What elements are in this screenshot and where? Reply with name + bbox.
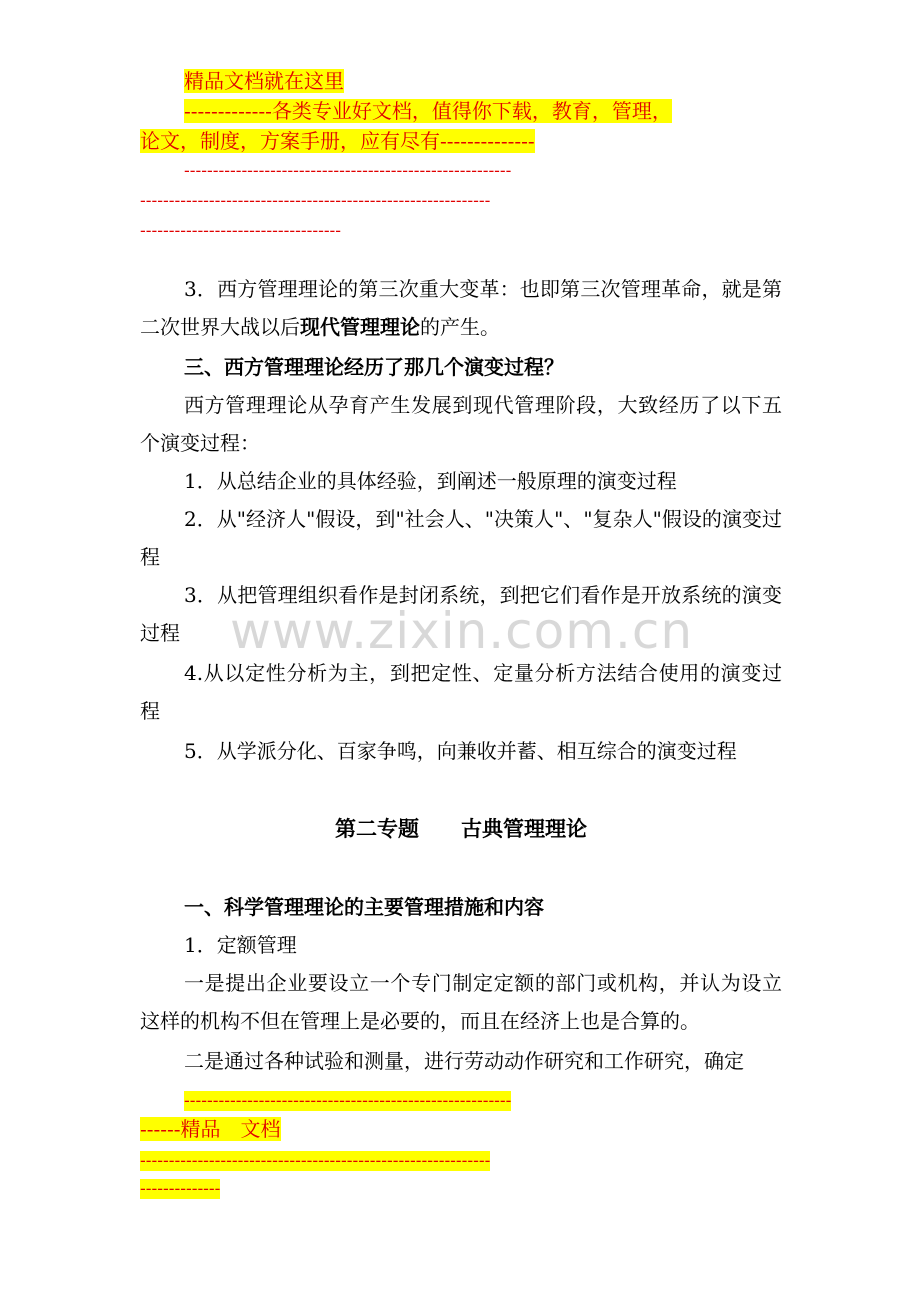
footer-dashes: -------------- bbox=[140, 1179, 221, 1199]
header-line: 论文，制度，方案手册，应有尽有-------------- bbox=[140, 129, 535, 153]
list-item: 5．从学派分化、百家争鸣，向兼收并蓄、相互综合的演变过程 bbox=[184, 739, 737, 763]
bold-term: 现代管理理论 bbox=[300, 315, 420, 339]
header-title: 精品文档就在这里 bbox=[184, 69, 344, 93]
footer-dashes: ------------------------------------------------------------- bbox=[140, 1151, 491, 1171]
section-heading: 一、科学管理理论的主要管理措施和内容 bbox=[184, 895, 544, 919]
footer-dashes: --------------------------------------------------------- bbox=[184, 1091, 512, 1111]
section-title: 第二专题 古典管理理论 bbox=[335, 817, 587, 841]
paragraph: 一是提出企业要设立一个专门制定定额的部门或机构，并认为设立这样的机构不但在管理上是必要的，而且在经济上也是合算的。 bbox=[140, 971, 782, 1033]
footer-line: ------精品 文档 bbox=[140, 1117, 281, 1141]
paragraph: 二是通过各种试验和测量，进行劳动动作研究和工作研究，确定 bbox=[184, 1049, 744, 1073]
paragraph: 西方管理理论从孕育产生发展到现代管理阶段，大致经历了以下五个演变过程： bbox=[140, 393, 782, 455]
list-item: 4.从以定性分析为主，到把定性、定量分析方法结合使用的演变过程 bbox=[140, 661, 782, 723]
list-item: 3．从把管理组织看作是封闭系统，到把它们看作是开放系统的演变过程 bbox=[140, 583, 782, 645]
watermark: www.zixin.com.cn bbox=[230, 602, 694, 660]
section-heading: 三、西方管理理论经历了那几个演变过程？ bbox=[184, 355, 564, 379]
sub-heading: 1．定额管理 bbox=[184, 933, 297, 957]
header-dashes: --------------------------------------------------------- bbox=[184, 161, 512, 181]
paragraph: 3．西方管理理论的第三次重大变革：也即第三次管理革命，就是第二次世界大战以后现代管理理论的产生。 bbox=[140, 277, 782, 339]
list-item: 2．从"经济人"假设，到"社会人、"决策人"、"复杂人"假设的演变过程 bbox=[140, 507, 782, 569]
header-dashes: ----------------------------------- bbox=[140, 221, 342, 241]
header-line: -------------各类专业好文档，值得你下载，教育，管理， bbox=[184, 99, 672, 123]
list-item: 1．从总结企业的具体经验，到阐述一般原理的演变过程 bbox=[184, 469, 677, 493]
header-dashes: ------------------------------------------------------------- bbox=[140, 191, 491, 211]
